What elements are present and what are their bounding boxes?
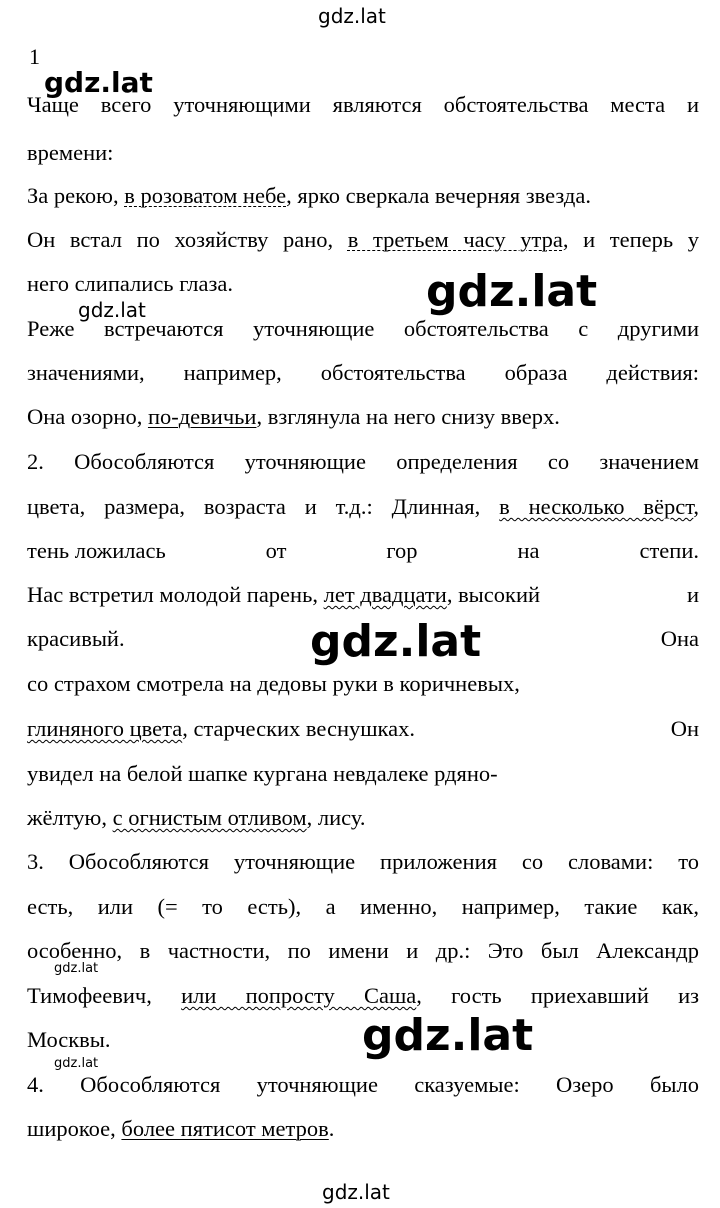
section-2-line-5-b: Она bbox=[660, 626, 699, 651]
section-2-line-1: 2. Обособляются уточняющие определения со значением bbox=[27, 449, 699, 474]
section-2-line-7 bbox=[27, 717, 699, 742]
section-2-line-2-pre: цвета, размера, возраста и т.д.: Длинная, bbox=[27, 494, 500, 519]
example-1-pre: За рекою, bbox=[27, 183, 125, 208]
section-2-line-2-underlined: в несколько вёрст bbox=[499, 494, 694, 519]
section-2-line-3-word-3: гор bbox=[386, 538, 418, 563]
section-2-line-7-underlined: глиняного цвета bbox=[27, 716, 183, 741]
section-3-line-3: особенно, в частности, по имени и др.: Это был Александр bbox=[27, 938, 699, 963]
section-3-line-4-pre: Тимофеевич, bbox=[27, 983, 182, 1008]
example-2-post: , и теперь у bbox=[562, 227, 700, 252]
section-2-line-6: со страхом смотрела на дедовы руки в коричневых, bbox=[27, 671, 520, 696]
watermark-mid-big-2: gdz.lat bbox=[310, 616, 482, 667]
section-2-line-9 bbox=[27, 806, 365, 831]
example-3-underlined: по-девичьи bbox=[147, 404, 257, 429]
example-3-post: , взглянула на него снизу вверх. bbox=[256, 404, 560, 429]
paragraph-2-line-1: Реже встречаются уточняющие обстоятельства с другими bbox=[27, 316, 699, 341]
example-1-post: , ярко сверкала вечерняя звезда. bbox=[286, 183, 591, 208]
watermark-mid-big: gdz.lat bbox=[426, 266, 598, 317]
watermark-low-tiny-1: gdz.lat bbox=[54, 961, 99, 976]
section-3-line-4-underlined: или попросту Саша bbox=[181, 983, 417, 1008]
section-2-line-4-post: , высокий bbox=[446, 582, 541, 607]
section-2-line-3-word-2: от bbox=[265, 538, 287, 563]
section-2-line-3-word-5: степи. bbox=[639, 538, 699, 563]
watermark-mid-small: gdz.lat bbox=[78, 298, 146, 322]
example-3-pre: Она озорно, bbox=[27, 404, 148, 429]
section-3-line-4 bbox=[27, 984, 699, 1009]
section-3-line-4-post: , гость приехавший из bbox=[416, 983, 700, 1008]
section-2-line-4-end: и bbox=[686, 582, 699, 607]
section-2-line-7-end: Он bbox=[670, 716, 699, 741]
section-3-line-2: есть, или (= то есть), а именно, например, такие как, bbox=[27, 894, 699, 919]
example-2-pre: Он встал по хозяйству рано, bbox=[27, 227, 348, 252]
example-2-line-1 bbox=[27, 228, 699, 253]
section-2-line-9-underlined: с огнистым отливом bbox=[112, 805, 307, 830]
example-2-underlined: в третьем часу утра bbox=[347, 227, 563, 252]
section-2-line-2-post: , bbox=[693, 494, 699, 519]
section-2-line-4-underlined: лет двадцати bbox=[323, 582, 447, 607]
section-3-line-1: 3. Обособляются уточняющие приложения со словами: то bbox=[27, 849, 699, 874]
section-2-line-7-main bbox=[27, 717, 415, 742]
paragraph-1-line-1: Чаще всего уточняющими являются обстоятельства места и bbox=[27, 92, 699, 117]
paragraph-2-line-2: значениями, например, обстоятельства образа действия: bbox=[27, 360, 699, 385]
section-4-line-1: 4. Обособляются уточняющие сказуемые: Озеро было bbox=[27, 1072, 699, 1097]
example-1-underlined: в розоватом небе bbox=[124, 183, 287, 208]
example-2-line-2: него слипались глаза. bbox=[27, 271, 233, 296]
section-2-line-4-pre: Нас встретил молодой парень, bbox=[27, 582, 324, 607]
section-2-line-3-word-1: тень ложилась bbox=[27, 538, 166, 563]
paragraph-1-line-2: времени: bbox=[27, 140, 114, 165]
section-2-line-3-word-4: на bbox=[517, 538, 540, 563]
watermark-low-big: gdz.lat bbox=[362, 1010, 534, 1061]
item-number: 1 bbox=[29, 44, 40, 69]
section-4-line-2 bbox=[27, 1117, 334, 1142]
example-1 bbox=[27, 184, 591, 209]
section-4-line-2-pre: широкое, bbox=[27, 1116, 122, 1141]
section-2-line-4-main bbox=[27, 583, 540, 608]
watermark-corner: gdz.lat bbox=[44, 66, 153, 99]
section-2-line-3 bbox=[27, 539, 699, 564]
watermark-bottom: gdz.lat bbox=[322, 1180, 390, 1204]
section-2-line-9-post: , лису. bbox=[306, 805, 366, 830]
watermark-top: gdz.lat bbox=[318, 4, 386, 28]
section-2-line-4 bbox=[27, 583, 699, 608]
section-4-line-2-post: . bbox=[328, 1116, 335, 1141]
section-2-line-9-pre: жёлтую, bbox=[27, 805, 113, 830]
section-4-line-2-underlined: более пятисот метров bbox=[121, 1116, 329, 1141]
section-2-line-7-post: , старческих веснушках. bbox=[182, 716, 416, 741]
example-3 bbox=[27, 405, 560, 430]
section-2-line-8: увидел на белой шапке кургана невдалеке рдяно- bbox=[27, 761, 498, 786]
watermark-low-tiny-2: gdz.lat bbox=[54, 1056, 99, 1071]
section-2-line-2 bbox=[27, 495, 699, 520]
section-3-line-5: Москвы. bbox=[27, 1027, 111, 1052]
section-2-line-5-a: красивый. bbox=[27, 626, 125, 651]
